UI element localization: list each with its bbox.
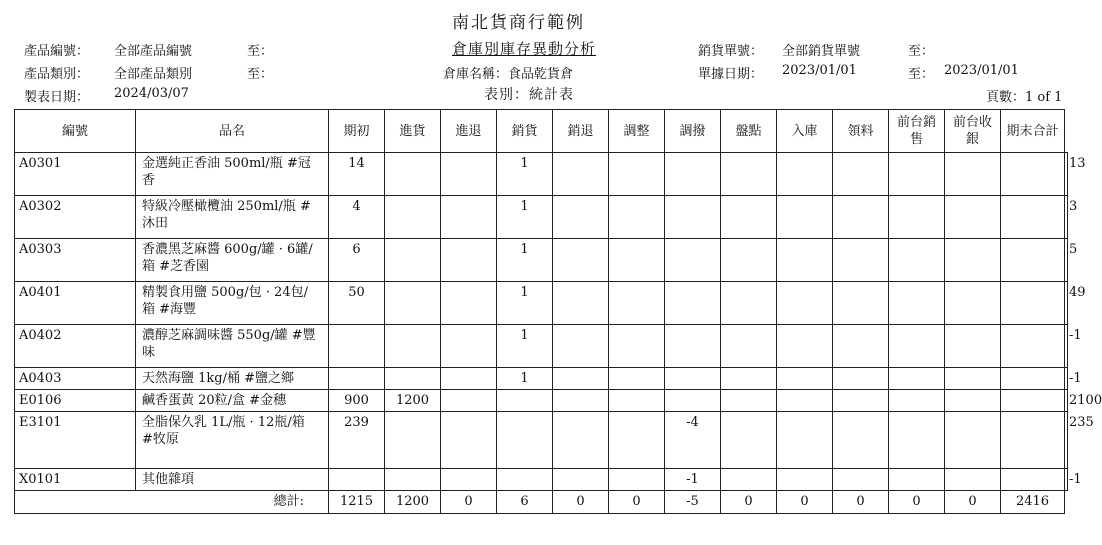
report-title: 倉庫別庫存異動分析 [452,40,597,58]
total-cell: -5 [665,491,721,514]
qty-cell: 1200 [385,390,441,412]
qty-cell [553,239,609,282]
qty-cell [609,325,665,368]
qty-cell [665,390,721,412]
qty-cell [721,390,777,412]
qty-cell [1001,325,1065,368]
total-cell: 0 [945,491,1001,514]
qty-cell [721,153,777,196]
item-code: A0302 [15,196,136,239]
qty-cell [385,368,441,390]
header-code: 編號 [15,110,136,153]
total-cell: 0 [609,491,665,514]
qty-cell: 1 [497,239,553,282]
total-cell: 1215 [329,491,385,514]
item-code: A0401 [15,282,136,325]
closing-total-cell: -1 [1065,469,1068,491]
qty-cell [497,469,553,491]
total-label: 總計: [15,491,329,514]
product-code-to: 至： [247,44,274,59]
item-code: E0106 [15,390,136,412]
table-row [15,282,1068,325]
qty-cell [553,390,609,412]
qty-cell [665,368,721,390]
qty-cell [1001,469,1065,491]
qty-cell [721,469,777,491]
qty-cell [945,469,1001,491]
qty-cell [945,196,1001,239]
qty-cell [889,196,945,239]
qty-cell [889,282,945,325]
qty-cell: 1 [497,282,553,325]
qty-cell [609,282,665,325]
warehouse-name: 倉庫名稱：食品乾貨倉 [443,67,574,82]
qty-cell: 1 [497,325,553,368]
qty-cell [833,282,889,325]
qty-cell [441,153,497,196]
qty-cell [553,469,609,491]
qty-cell [889,239,945,282]
qty-cell [945,368,1001,390]
qty-cell [889,412,945,469]
doc-date-to: 2023/01/01 [944,63,1019,78]
header-requisition: 領料 [833,110,889,153]
qty-cell: 6 [329,239,385,282]
product-code-label: 產品編號： [24,44,90,59]
qty-cell [1001,390,1065,412]
qty-cell [385,412,441,469]
qty-cell [329,469,385,491]
item-code: X0101 [15,469,136,491]
header-adjust: 調整 [609,110,665,153]
qty-cell [441,239,497,282]
product-cat-label: 產品類別： [24,67,90,82]
qty-cell [553,412,609,469]
qty-cell [889,325,945,368]
qty-cell [777,153,833,196]
qty-cell: 239 [329,412,385,469]
qty-cell [1001,368,1065,390]
doc-date-label: 單據日期： [698,67,764,82]
qty-cell [777,390,833,412]
closing-total-cell: 3 [1065,196,1068,239]
qty-cell [833,325,889,368]
item-code: A0403 [15,368,136,390]
total-cell: 0 [833,491,889,514]
total-cell: 1200 [385,491,441,514]
total-cell: 0 [889,491,945,514]
table-row [15,412,1068,469]
qty-cell [441,412,497,469]
qty-cell [609,390,665,412]
total-cell: 0 [441,491,497,514]
qty-cell [945,239,1001,282]
qty-cell [553,325,609,368]
closing-total-cell: 5 [1065,239,1068,282]
company-name: 南北貨商行範例 [452,13,585,33]
qty-cell [609,368,665,390]
qty-cell [441,196,497,239]
qty-cell: 1 [497,196,553,239]
qty-cell [609,239,665,282]
qty-cell [441,282,497,325]
item-name: 金選純正香油 500ml/瓶 #冠香 [136,153,329,196]
qty-cell [385,282,441,325]
qty-cell [889,368,945,390]
qty-cell [553,282,609,325]
qty-cell [889,390,945,412]
qty-cell [609,153,665,196]
make-date-label: 製表日期： [24,90,90,105]
qty-cell [609,469,665,491]
qty-cell [1001,153,1065,196]
closing-total-cell: 2100 [1065,390,1068,412]
total-cell: 0 [777,491,833,514]
qty-cell [777,282,833,325]
qty-cell [441,469,497,491]
total-cell: 0 [721,491,777,514]
inventory-table [14,109,1102,514]
qty-cell: -4 [665,412,721,469]
qty-cell [1001,196,1065,239]
header-name: 品名 [136,110,329,153]
sales-no-label: 銷貨單號： [698,44,764,59]
qty-cell [833,196,889,239]
item-name: 天然海鹽 1kg/桶 #鹽之鄉 [136,368,329,390]
header-closing-total: 期末合計 [1001,110,1065,153]
header-pos-cashier: 前台收銀 [945,110,1001,153]
qty-cell [385,239,441,282]
header-sales: 銷貨 [497,110,553,153]
qty-cell [777,325,833,368]
table-row [15,153,1068,196]
total-cell: 6 [497,491,553,514]
qty-cell [833,412,889,469]
header-stocktake: 盤點 [721,110,777,153]
qty-cell [609,412,665,469]
qty-cell [777,239,833,282]
header-purchase-return: 進退 [441,110,497,153]
qty-cell [721,368,777,390]
closing-total-cell: 49 [1065,282,1068,325]
qty-cell [553,153,609,196]
qty-cell [945,282,1001,325]
qty-cell [833,239,889,282]
table-row [15,390,1068,412]
closing-total-cell: 13 [1065,153,1068,196]
qty-cell [497,412,553,469]
item-name: 特級冷壓橄欖油 250ml/瓶 #沐田 [136,196,329,239]
qty-cell [329,368,385,390]
qty-cell [777,412,833,469]
qty-cell [497,390,553,412]
table-row [15,239,1068,282]
table-row [15,368,1068,390]
qty-cell [665,153,721,196]
qty-cell: 50 [329,282,385,325]
total-cell: 0 [553,491,609,514]
qty-cell [833,368,889,390]
item-name: 香濃黑芝麻醬 600g/罐 · 6罐/箱 #芝香園 [136,239,329,282]
qty-cell [385,153,441,196]
qty-cell [609,196,665,239]
qty-cell [385,325,441,368]
table-row [15,325,1068,368]
item-name: 精製食用鹽 500g/包 · 24包/箱 #海豐 [136,282,329,325]
qty-cell [665,325,721,368]
qty-cell: 1 [497,368,553,390]
qty-cell [721,325,777,368]
doc-date-from: 2023/01/01 [782,63,857,78]
sales-no-to: 至： [908,44,935,59]
closing-total-cell: -1 [1065,325,1068,368]
qty-cell [833,469,889,491]
qty-cell [945,390,1001,412]
qty-cell: 14 [329,153,385,196]
qty-cell [833,153,889,196]
header-inbound: 入庫 [777,110,833,153]
qty-cell [553,196,609,239]
qty-cell [553,368,609,390]
total-end-cell: 2416 [1001,491,1065,514]
qty-cell: -1 [665,469,721,491]
item-code: A0301 [15,153,136,196]
qty-cell [833,390,889,412]
qty-cell [721,196,777,239]
table-row [15,469,1068,491]
header-purchase: 進貨 [385,110,441,153]
qty-cell [777,469,833,491]
closing-total-cell: 235 [1065,412,1068,469]
make-date-value: 2024/03/07 [114,86,189,101]
item-name: 全脂保久乳 1L/瓶 · 12瓶/箱 #牧原 [136,412,329,469]
qty-cell [889,153,945,196]
qty-cell [665,196,721,239]
qty-cell [721,239,777,282]
table-kind: 表別：統計表 [484,87,574,103]
table-row [15,196,1068,239]
qty-cell [441,368,497,390]
header-transfer: 調撥 [665,110,721,153]
qty-cell: 900 [329,390,385,412]
product-cat-value: 全部產品類別 [114,67,193,82]
qty-cell [441,390,497,412]
qty-cell [1001,412,1065,469]
qty-cell [665,239,721,282]
doc-date-to-label: 至： [908,67,935,82]
qty-cell: 1 [497,153,553,196]
header-sales-return: 銷退 [553,110,609,153]
qty-cell [945,153,1001,196]
qty-cell [385,196,441,239]
item-code: A0303 [15,239,136,282]
qty-cell [385,469,441,491]
total-row [15,491,1068,514]
qty-cell [721,412,777,469]
qty-cell [329,325,385,368]
sales-no-value: 全部銷貨單號 [782,44,861,59]
qty-cell [777,196,833,239]
item-code: A0402 [15,325,136,368]
qty-cell [777,368,833,390]
qty-cell [721,282,777,325]
page-number: 頁數：1 of 1 [986,90,1063,105]
qty-cell [441,325,497,368]
qty-cell: 4 [329,196,385,239]
qty-cell [945,325,1001,368]
qty-cell [889,469,945,491]
item-name: 其他雜項 [136,469,329,491]
header-opening: 期初 [329,110,385,153]
qty-cell [1001,282,1065,325]
qty-cell [665,282,721,325]
qty-cell [1001,239,1065,282]
header-pos-sales: 前台銷售 [889,110,945,153]
qty-cell [945,412,1001,469]
item-name: 鹹香蛋黃 20粒/盒 #金穗 [136,390,329,412]
item-code: E3101 [15,412,136,469]
item-name: 濃醇芝麻調味醬 550g/罐 #豐味 [136,325,329,368]
closing-total-cell: -1 [1065,368,1068,390]
product-code-value: 全部產品編號 [114,44,193,59]
product-cat-to: 至： [247,67,274,82]
